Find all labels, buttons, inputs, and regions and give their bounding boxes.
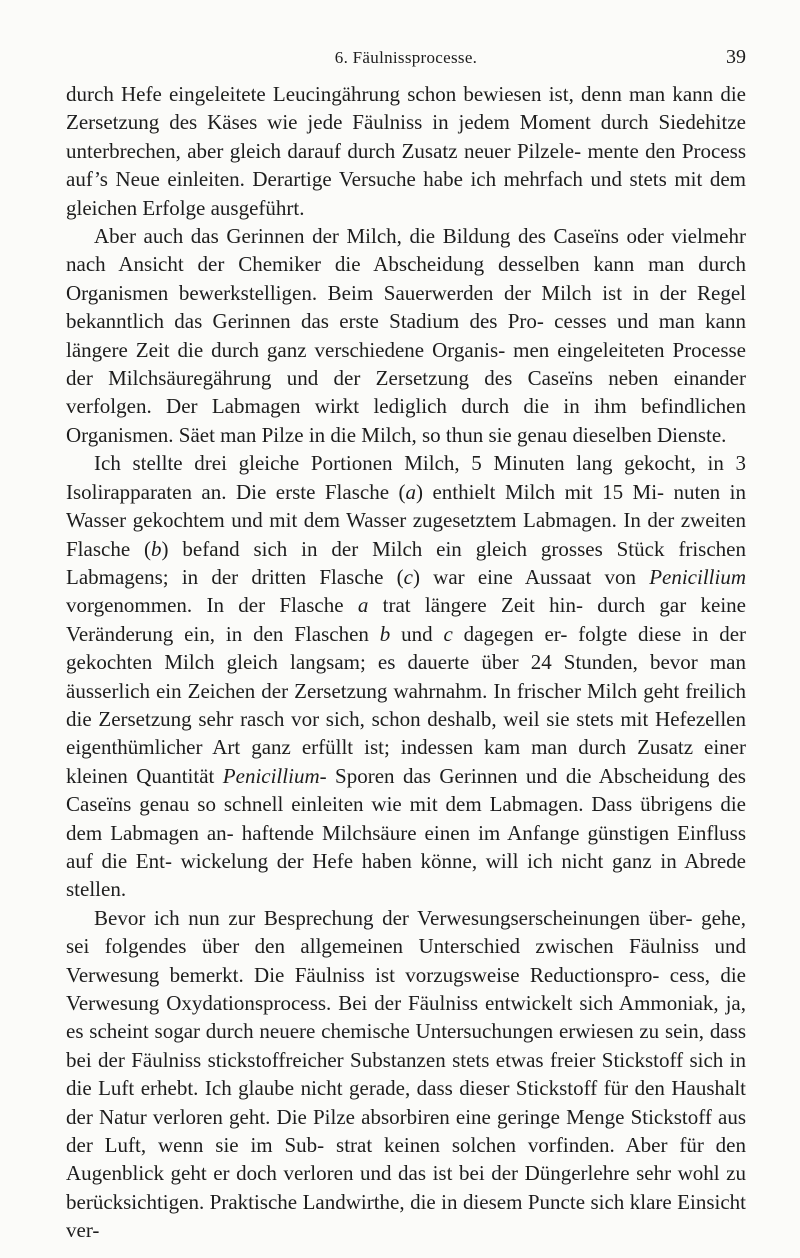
paragraph-3 [66, 449, 746, 904]
chapter-header: 6. Fäulnissprocesse. [334, 48, 478, 67]
paragraph-3-text: ) war eine Aussaat von [412, 564, 650, 589]
paragraph-3-text: und [390, 621, 444, 646]
paragraph-3-text: Sporen das Gerinnen und die Abscheidung des Caseïns genau so schnell einleiten wie mit dem Labmagen. Dass übrigens die dem Labmagen an- haftende Milchsäure einen im Anfange günstigen Einfluss auf die Ent- wickelung der Hefe haben könne, will ich nicht ganz in Abrede stellen. [66, 763, 746, 902]
flask-label-c: c [403, 564, 413, 589]
flask-label-a: a [405, 479, 417, 504]
paragraph-2: Aber auch das Gerinnen der Milch, die Bildung des Caseïns oder vielmehr nach Ansicht der Chemiker die Abscheidung desselben kann man durch Organismen bewerkstelligen. Beim Sauerwerden der Milch ist in der Regel bekanntlich das Gerinnen das erste Stadium des Pro- cesses und man kann längere Zeit die durch ganz verschiedene Organis- men eingeleiteten Processe der Milchsäuregährung und der Zersetzung des Caseïns neben einander verfolgen. Der Labmagen wirkt lediglich durch die in ihm befindlichen Organismen. Säet man Pilze in die Milch, so thun sie genau dieselben Dienste. [66, 224, 746, 447]
paragraph-1: durch Hefe eingeleitete Leucingährung schon bewiesen ist, denn man kann die Zersetzung des Käses wie jede Fäulniss in jedem Moment durch Siedehitze unterbrechen, aber gleich darauf durch Zusatz neuer Pilzele- mente den Process auf’s Neue einleiten. Derartige Versuche habe ich mehrfach und stets mit dem gleichen Erfolge ausgeführt. [66, 82, 746, 220]
paragraph-3-text: ) enthielt Milch mit 15 Mi- nuten in Wasser gekochtem und mit dem Wasser zugesetztem Labmagen. In der zweiten Flasche ( [66, 479, 746, 561]
book-page [66, 46, 746, 1245]
running-head [66, 46, 746, 80]
genus-name-penicillium: Penicillium- [222, 763, 327, 788]
paragraph-3-text: vorgenommen. In der Flasche [66, 593, 358, 618]
genus-name-penicillium: Penicillium [649, 564, 746, 589]
paragraph-4: Bevor ich nun zur Besprechung der Verwesungserscheinungen über- gehe, sei folgendes über den allgemeinen Unterschied zwischen Fäulniss und Verwesung bemerkt. Die Fäulniss ist vorzugsweise Reductionspro- cess, die Verwesung Oxydationsprocess. Bei der Fäulniss entwickelt sich Ammoniak, ja, es scheint sogar durch neuere chemische Untersuchungen erwiesen zu sein, dass bei der Fäulniss stickstoffreicher Substanzen stets etwas freier Stickstoff sich in die Luft erhebt. Ich glaube nicht gerade, dass dieser Stickstoff für den Haushalt der Natur verloren geht. Die Pilze absorbiren eine geringe Menge Stickstoff aus der Luft, wenn sie im Sub- strat keinen solchen vorfinden. Aber für den Augenblick geht er doch verloren und das ist bei der Düngerlehre sehr wohl zu berücksichtigen. Praktische Landwirthe, die in diesem Puncte sich klare Einsicht ver- [66, 905, 746, 1243]
flask-label-b: b [379, 621, 391, 646]
flask-label-b: b [151, 536, 162, 561]
flask-label-c: c [443, 621, 453, 646]
paragraph-3-text: dagegen er- folgte diese in der gekochten Milch gleich langsam; es dauerte über 24 Stunden, bevor man äusserlich ein Zeichen der Zersetzung wahrnahm. In frischer Milch geht freilich die Zersetzung sehr rasch vor sich, schon deshalb, weil sie stets mit Hefezellen eigenthümlicher Art ganz erfüllt ist; indessen kam man durch Zusatz einer kleinen Quantität [66, 621, 747, 788]
flask-label-a: a [357, 593, 369, 618]
paragraph-3-text: Ich stellte drei gleiche Portionen Milch, 5 Minuten lang gekocht, in 3 Isolirapparaten an. Die erste Flasche ( [66, 451, 746, 504]
page-number: 39 [726, 46, 746, 68]
paragraph-3-text: trat längere Zeit hin- durch gar keine Veränderung ein, in den Flaschen [66, 593, 746, 646]
paragraph-3-text: ) befand sich in der Milch ein gleich grosses Stück frischen Labmagens; in der dritten Flasche ( [66, 536, 746, 589]
body-text [66, 80, 746, 1245]
